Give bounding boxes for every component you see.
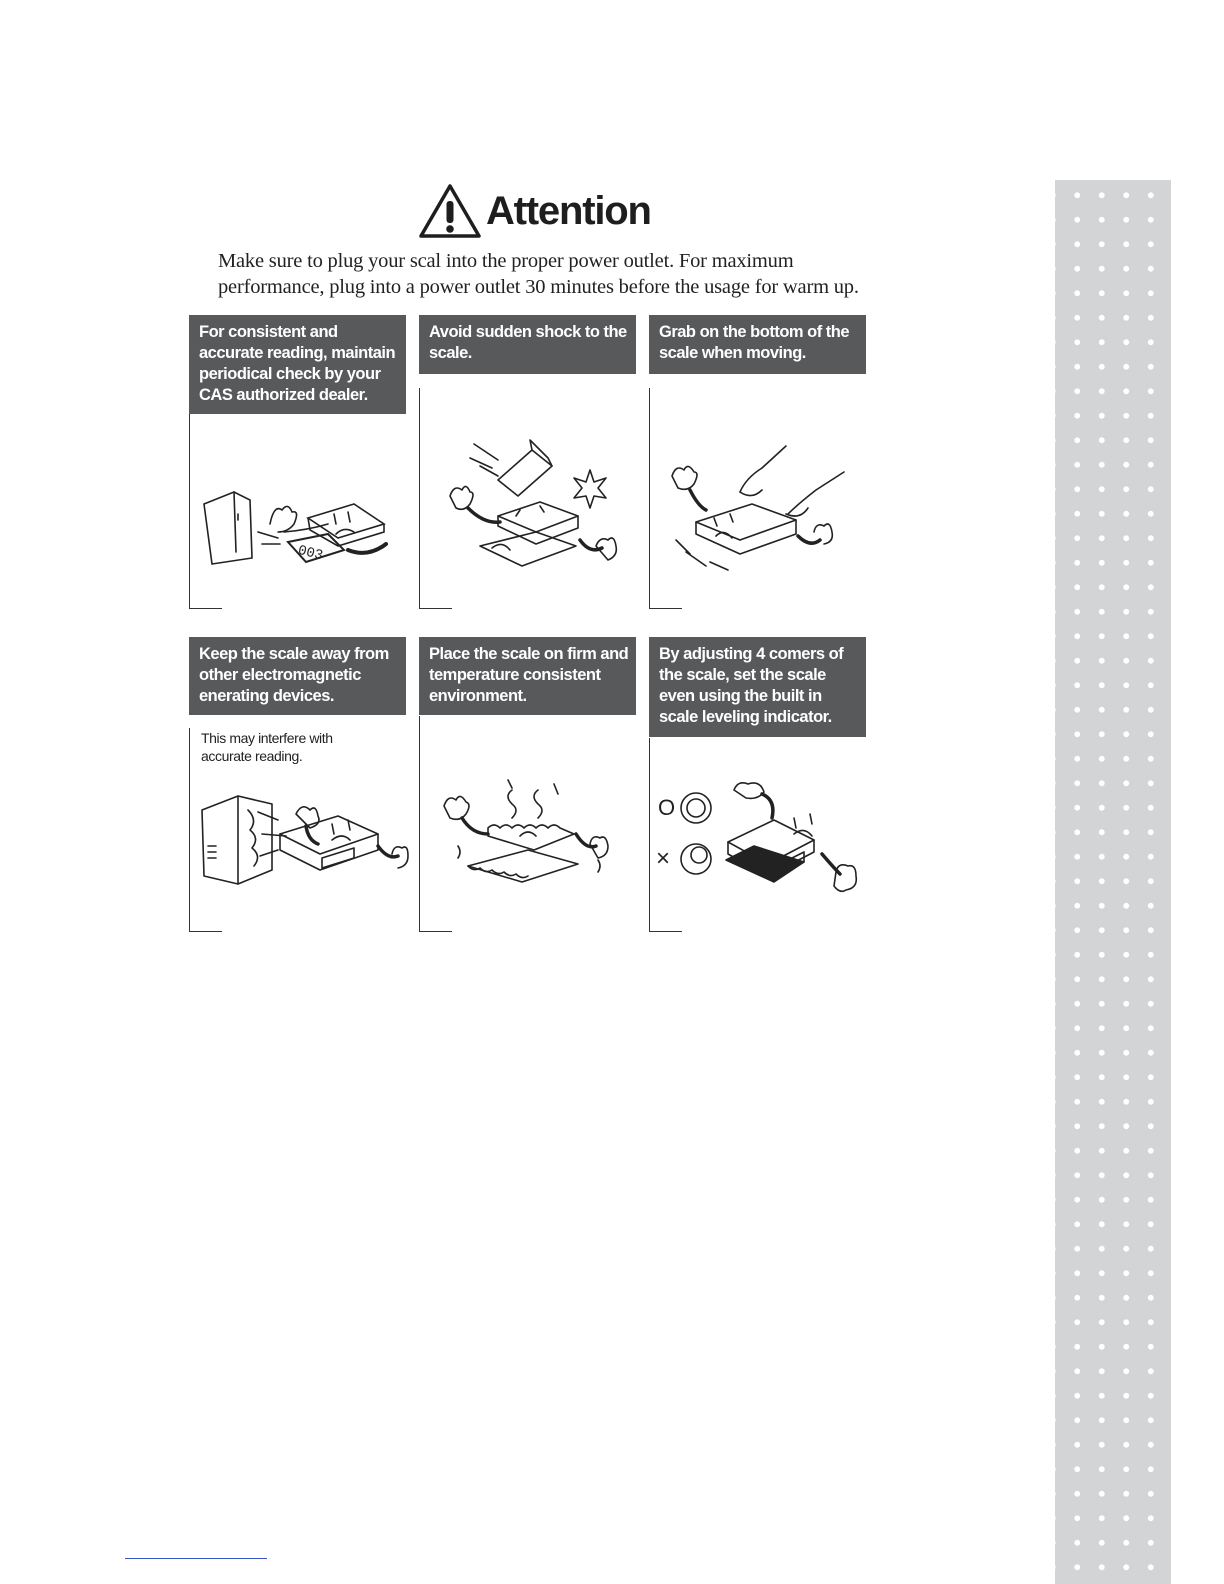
panel-caption: For consistent and accurate reading, maintain periodical check by your CAS authorized dealer. (189, 315, 406, 414)
scale-moving-illustration (666, 444, 852, 574)
scale-maintenance-illustration (198, 480, 398, 590)
panel-leveling (649, 637, 866, 737)
page-title (418, 183, 651, 239)
panel-caption: Avoid sudden shock to the scale. (419, 315, 636, 374)
level-wrong-mark: × (656, 845, 671, 872)
scale-environment-illustration (438, 776, 618, 886)
decorative-side-band (1055, 180, 1171, 1584)
panel-environment (419, 637, 636, 715)
level-correct-mark: O (658, 795, 676, 820)
scale-shock-illustration (440, 436, 620, 576)
panel-shock (419, 315, 636, 374)
panel-caption: Keep the scale away from other electromagnetic enerating devices. (189, 637, 406, 715)
scale-leveling-illustration (654, 776, 864, 900)
panel-maintenance (189, 315, 406, 414)
panel-note: This may interfere with accurate reading. (201, 730, 333, 764)
panel-moving (649, 315, 866, 374)
panel-caption: Grab on the bottom of the scale when moving. (649, 315, 866, 374)
title-text: Attention (486, 188, 651, 233)
footer-rule (125, 1558, 267, 1559)
warning-triangle-icon (418, 183, 482, 239)
scale-display-reading: 003 (296, 542, 325, 565)
scale-electromagnetic-illustration (198, 790, 412, 900)
panel-caption: Place the scale on firm and temperature consistent environment. (419, 637, 636, 715)
panel-caption: By adjusting 4 comers of the scale, set the scale even using the built in scale leveling indicator. (649, 637, 866, 737)
intro-paragraph: Make sure to plug your scal into the proper power outlet. For maximum performance, plug into a power outlet 30 minutes before the usage for warm up. (218, 250, 859, 298)
panel-electromagnetic (189, 637, 406, 715)
